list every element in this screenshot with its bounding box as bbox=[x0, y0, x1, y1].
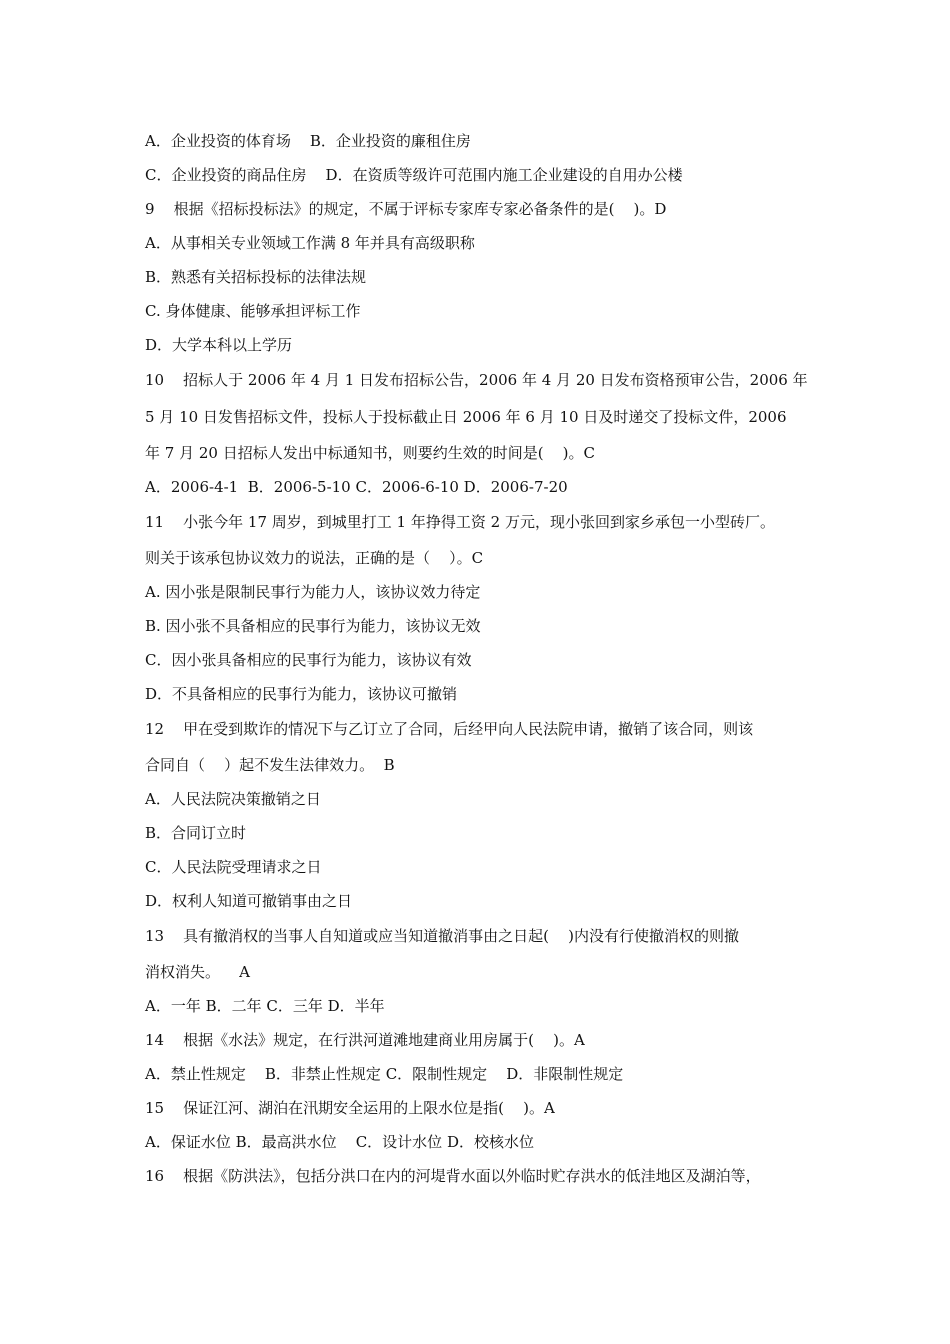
question-line: 9 根据《招标投标法》的规定，不属于评标专家库专家必备条件的是( )。D bbox=[145, 200, 667, 218]
question-line: 12 甲在受到欺诈的情况下与乙订立了合同，后经甲向人民法院申请，撤销了该合同，则该 bbox=[145, 720, 754, 738]
option-line: C．人民法院受理请求之日 bbox=[145, 858, 322, 876]
option-line: B. 因小张不具备相应的民事行为能力，该协议无效 bbox=[145, 617, 481, 635]
option-line: A. 因小张是限制民事行为能力人，该协议效力待定 bbox=[145, 583, 481, 601]
question-line: 则关于该承包协议效力的说法，正确的是（ ）。C bbox=[145, 549, 484, 567]
option-line: C. 身体健康、能够承担评标工作 bbox=[145, 302, 361, 320]
option-line: A．一年 B．二年 C．三年 D．半年 bbox=[145, 997, 385, 1015]
option-line: D．大学本科以上学历 bbox=[145, 336, 293, 354]
option-line: C．因小张具备相应的民事行为能力，该协议有效 bbox=[145, 651, 472, 669]
option-line: C．企业投资的商品住房 D．在资质等级许可范围内施工企业建设的自用办公楼 bbox=[145, 166, 683, 184]
question-line: 15 保证江河、湖泊在汛期安全运用的上限水位是指( )。A bbox=[145, 1099, 555, 1117]
option-line: A．从事相关专业领域工作满 8 年并具有高级职称 bbox=[145, 234, 475, 252]
option-line: A．人民法院决策撤销之日 bbox=[145, 790, 321, 808]
option-line: B．合同订立时 bbox=[145, 824, 247, 842]
question-line: 14 根据《水法》规定，在行洪河道滩地建商业用房属于( )。A bbox=[145, 1031, 585, 1049]
option-line: D．不具备相应的民事行为能力，该协议可撤销 bbox=[145, 685, 458, 703]
question-line: 消权消失。 A bbox=[145, 963, 250, 981]
option-line: B．熟悉有关招标投标的法律法规 bbox=[145, 268, 367, 286]
question-line: 5 月 10 日发售招标文件，投标人于投标截止日 2006 年 6 月 10 日及时递交了投标文件，2006 bbox=[145, 408, 787, 426]
option-line: A．保证水位 B．最高洪水位 C．设计水位 D．校核水位 bbox=[145, 1133, 534, 1151]
question-line: 10 招标人于 2006 年 4 月 1 日发布招标公告，2006 年 4 月 20 日发布资格预审公告，2006 年 bbox=[145, 371, 808, 389]
option-line: D．权利人知道可撤销事由之日 bbox=[145, 892, 353, 910]
question-line: 11 小张今年 17 周岁，到城里打工 1 年挣得工资 2 万元，现小张回到家乡承包一小型砖厂。 bbox=[145, 513, 775, 531]
question-line: 13 具有撤消权的当事人自知道或应当知道撤消事由之日起( )内没有行使撤消权的则撤 bbox=[145, 927, 739, 945]
option-line: A．2006-4-1 B．2006-5-10 C．2006-6-10 D．2006-7-20 bbox=[145, 478, 568, 496]
question-line: 16 根据《防洪法》，包括分洪口在内的河堤背水面以外临时贮存洪水的低洼地区及湖泊等， bbox=[145, 1167, 761, 1185]
option-line: A．禁止性规定 B．非禁止性规定 C．限制性规定 D．非限制性规定 bbox=[145, 1065, 624, 1083]
question-line: 合同自（ ）起不发生法律效力。 B bbox=[145, 756, 395, 774]
option-line: A．企业投资的体育场 B．企业投资的廉租住房 bbox=[145, 132, 471, 150]
question-line: 年 7 月 20 日招标人发出中标通知书，则要约生效的时间是( )。C bbox=[145, 444, 595, 462]
document-body bbox=[145, 124, 815, 1193]
